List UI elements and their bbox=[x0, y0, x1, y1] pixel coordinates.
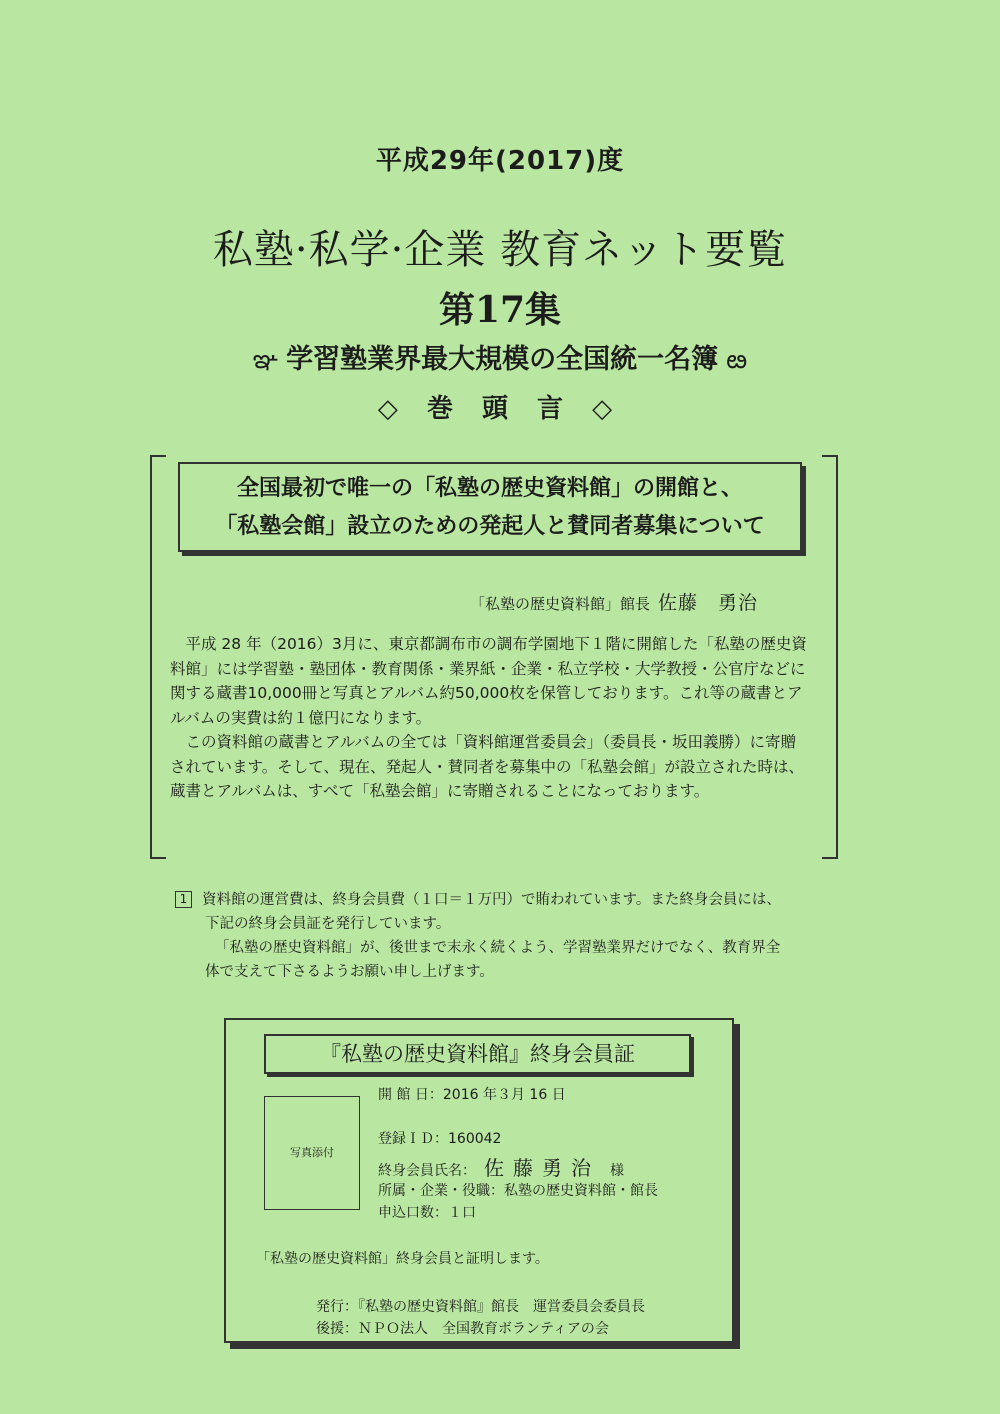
member-name-row bbox=[378, 1152, 624, 1181]
note-line-1 bbox=[175, 888, 800, 912]
note-line-2: 下記の終身会員証を発行しています。 bbox=[205, 916, 451, 932]
note-number-box: 1 bbox=[175, 891, 192, 908]
note-line-4: 体で支えて下さるようお願い申し上げます。 bbox=[205, 964, 494, 980]
honorific: 様 bbox=[610, 1163, 624, 1179]
support-line: 後援：ＮＰＯ法人 全国教育ボランティアの会 bbox=[316, 1321, 609, 1337]
body-text bbox=[170, 632, 810, 804]
photo-placeholder: 写真添付 bbox=[264, 1096, 360, 1210]
note-line-3: 「私塾の歴史資料館」が、後世まで末永く続くよう、学習塾業界だけでなく、教育界全 bbox=[215, 940, 781, 956]
opening-date: 開 館 日：2016 年３月 16 日 bbox=[378, 1087, 566, 1103]
headline-box bbox=[178, 462, 802, 552]
certification-statement: 「私塾の歴史資料館」終身会員と証明します。 bbox=[256, 1251, 549, 1267]
note-text-1: 資料館の運営費は、終身会員費（１口＝１万円）で賄われています。また終身会員には、 bbox=[202, 892, 781, 908]
affiliation: 所属・企業・役職：私塾の歴史資料館・館長 bbox=[378, 1183, 658, 1199]
member-id: 登録ＩＤ：160042 bbox=[378, 1131, 502, 1147]
application-units: 申込口数：１口 bbox=[378, 1205, 476, 1221]
author-line bbox=[470, 588, 758, 615]
author-name: 佐藤 勇治 bbox=[658, 592, 759, 614]
frame-bracket-left bbox=[150, 455, 166, 859]
section-heading: ◇ 巻 頭 言 ◇ bbox=[377, 394, 623, 424]
volume-number: 第17集 bbox=[438, 289, 562, 331]
note-block bbox=[175, 888, 800, 984]
issuer-line: 発行：『私塾の歴史資料館』館長 運営委員会委員長 bbox=[316, 1299, 645, 1315]
author-role: 「私塾の歴史資料館」館長 bbox=[470, 595, 651, 613]
swirl-ornament-left: ఞ bbox=[252, 345, 279, 375]
member-name: 佐藤勇治 bbox=[484, 1156, 600, 1180]
certificate-title: 『私塾の歴史資料館』終身会員証 bbox=[264, 1034, 691, 1074]
headline-line-1: 全国最初で唯一の「私塾の歴史資料館」の開館と、 bbox=[236, 476, 743, 501]
document-title: 私塾·私学·企業 教育ネット要覧 bbox=[212, 227, 788, 273]
body-paragraph-1: 平成 28 年（2016）3月に、東京都調布市の調布学園地下１階に開館した「私塾の歴史資料館」には学習塾・塾団体・教育関係・業界紙・企業・私立学校・大学教授・公官庁などに関する蔵書10,000冊と写真とアルバム約50,000枚を保管しております。これ等の蔵書とアルバムの実費は約１億円になります。 bbox=[170, 635, 807, 727]
membership-certificate bbox=[224, 1018, 734, 1343]
tagline bbox=[0, 337, 1000, 381]
headline-line-2: 「私塾会館」設立のための発起人と賛同者募集について bbox=[215, 514, 765, 539]
body-paragraph-2: この資料館の蔵書とアルバムの全ては「資料館運営委員会」（委員長・坂田義勝）に寄贈されています。そして、現在、発起人・賛同者を募集中の「私塾会館」が設立された時は、蔵書とアルバムは、すべて「私塾会館」に寄贈されることになっております。 bbox=[170, 733, 804, 800]
swirl-ornament-right: ఴ bbox=[726, 345, 748, 375]
frame-bracket-right bbox=[822, 455, 838, 859]
year-heading: 平成29年(2017)度 bbox=[375, 146, 625, 176]
member-name-label: 終身会員氏名： bbox=[378, 1163, 476, 1179]
tagline-text: 学習塾業界最大規模の全国統一名簿 bbox=[286, 344, 719, 375]
